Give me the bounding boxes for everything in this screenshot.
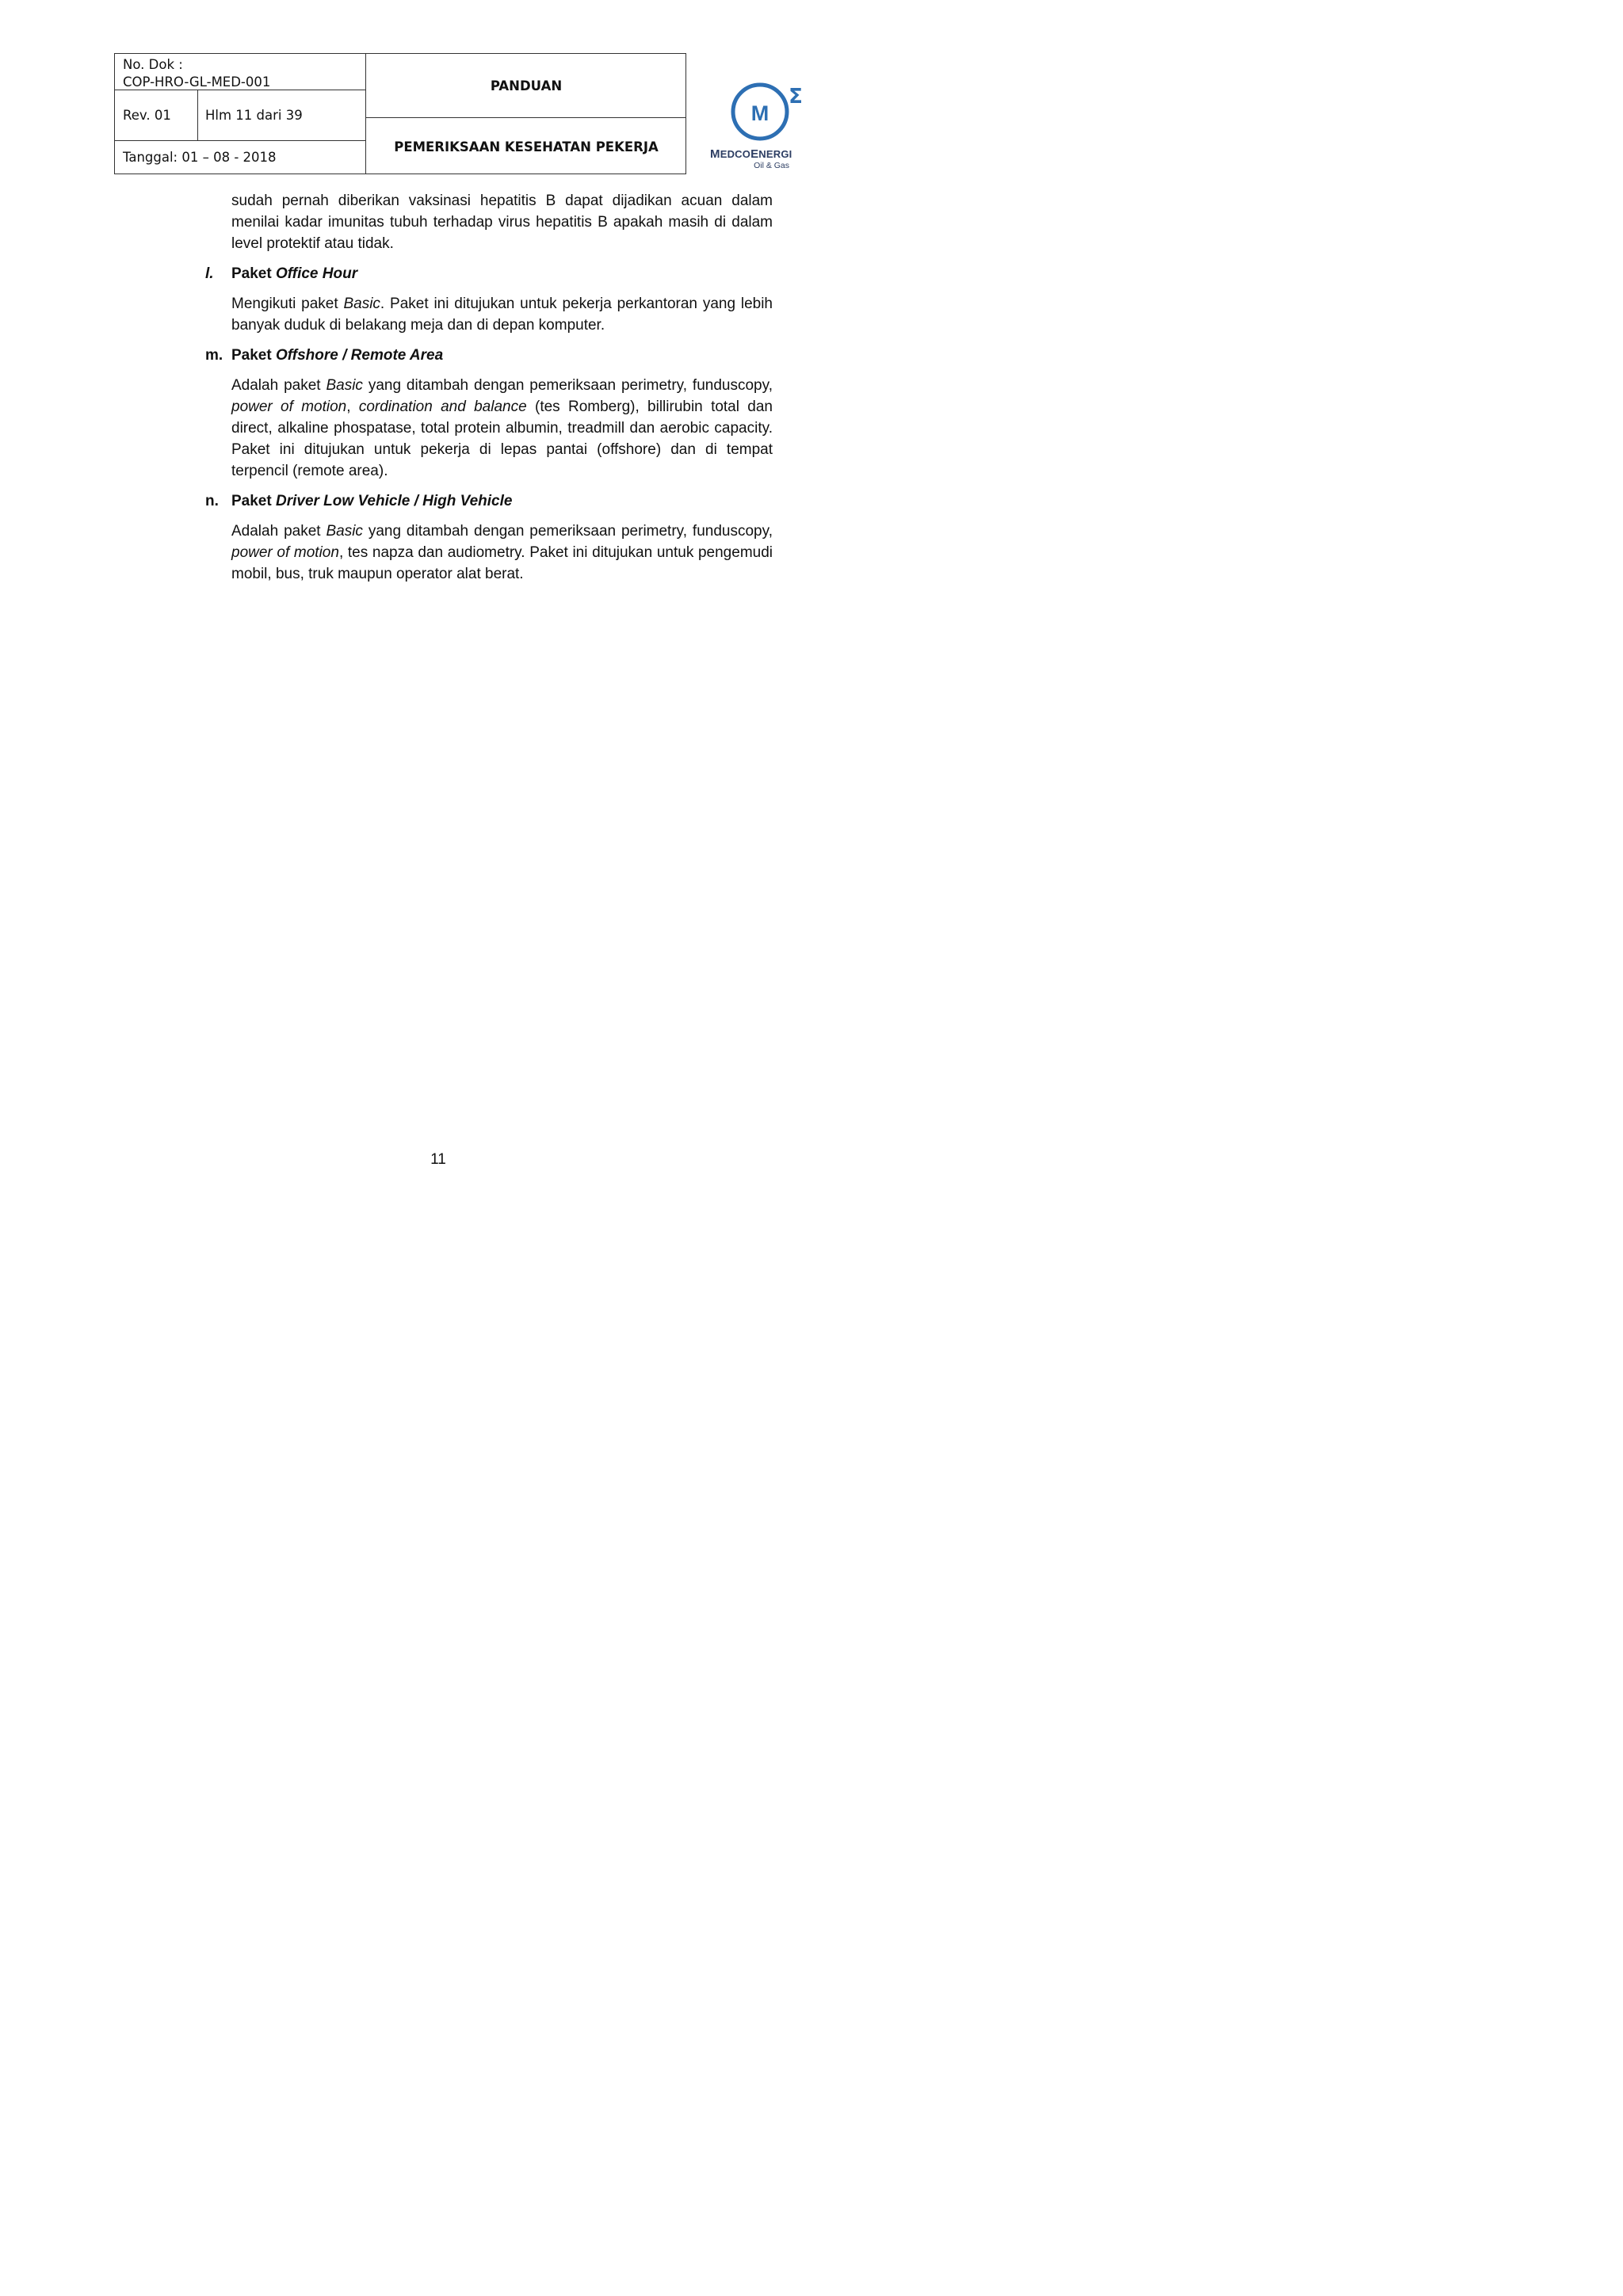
item-heading-office-hour: l. Paket Office Hour (231, 263, 773, 284)
item-paragraph-driver: Adalah paket Basic yang ditambah dengan pemeriksaan perimetry, funduscopy, power of motion, tes napza dan audiometry. Paket ini ditujukan untuk pengemudi mobil, bus, truk maupun operator alat berat. (231, 523, 773, 582)
logo-brand-name: MEDCOENERGI (710, 147, 792, 161)
item-paragraph-office-hour: Mengikuti paket Basic. Paket ini ditujukan untuk pekerja perkantoran yang lebih banyak duduk di belakang meja dan di depan komputer. (231, 296, 773, 334)
item-paragraph-offshore: Adalah paket Basic yang ditambah dengan pemeriksaan perimetry, funduscopy, power of motion, cordination and balance (tes Romberg), billirubin total dan direct, alkaline phospatase, total protein albumin, treadmill dan aerobic capacity. Paket ini ditujukan untuk pekerja di lepas pantai (offshore) dan di tempat terpencil (remote area). (231, 377, 773, 479)
header-divider-rev (197, 90, 198, 140)
item-letter: l. (205, 265, 214, 282)
item-letter: m. (205, 347, 223, 364)
header-divider-vertical (365, 54, 366, 174)
logo-m-icon: M (750, 101, 769, 125)
logo-tagline: Oil & Gas (754, 161, 789, 170)
doc-number-cell (123, 56, 270, 91)
document-subtitle: PEMERIKSAAN KESEHATAN PEKERJA (394, 139, 659, 154)
doc-number-label: No. Dok : (123, 57, 183, 72)
document-title: PANDUAN (490, 78, 563, 93)
intro-paragraph: sudah pernah diberikan vaksinasi hepatitis B dapat dijadikan acuan dalam menilai kadar imunitas tubuh terhadap virus hepatitis B apakah masih di dalam level protektif atau tidak. (231, 193, 773, 252)
document-date: Tanggal: 01 – 08 - 2018 (123, 150, 277, 165)
item-heading-driver: n. Paket Driver Low Vehicle / High Vehicle (231, 490, 773, 512)
item-letter: n. (205, 493, 219, 509)
revision: Rev. 01 (123, 108, 171, 123)
logo-wordmark (710, 147, 792, 170)
doc-number: COP-HRO-GL-MED-001 (123, 74, 271, 90)
page-number: 11 (430, 1151, 446, 1168)
document-header-table (114, 53, 686, 174)
logo-sigma-icon: Σ (789, 85, 803, 109)
header-divider-row2 (115, 140, 365, 141)
document-body (205, 190, 773, 593)
header-divider-title (365, 117, 685, 118)
item-heading-offshore: m. Paket Offshore / Remote Area (231, 345, 773, 366)
page-info: Hlm 11 dari 39 (205, 108, 303, 123)
